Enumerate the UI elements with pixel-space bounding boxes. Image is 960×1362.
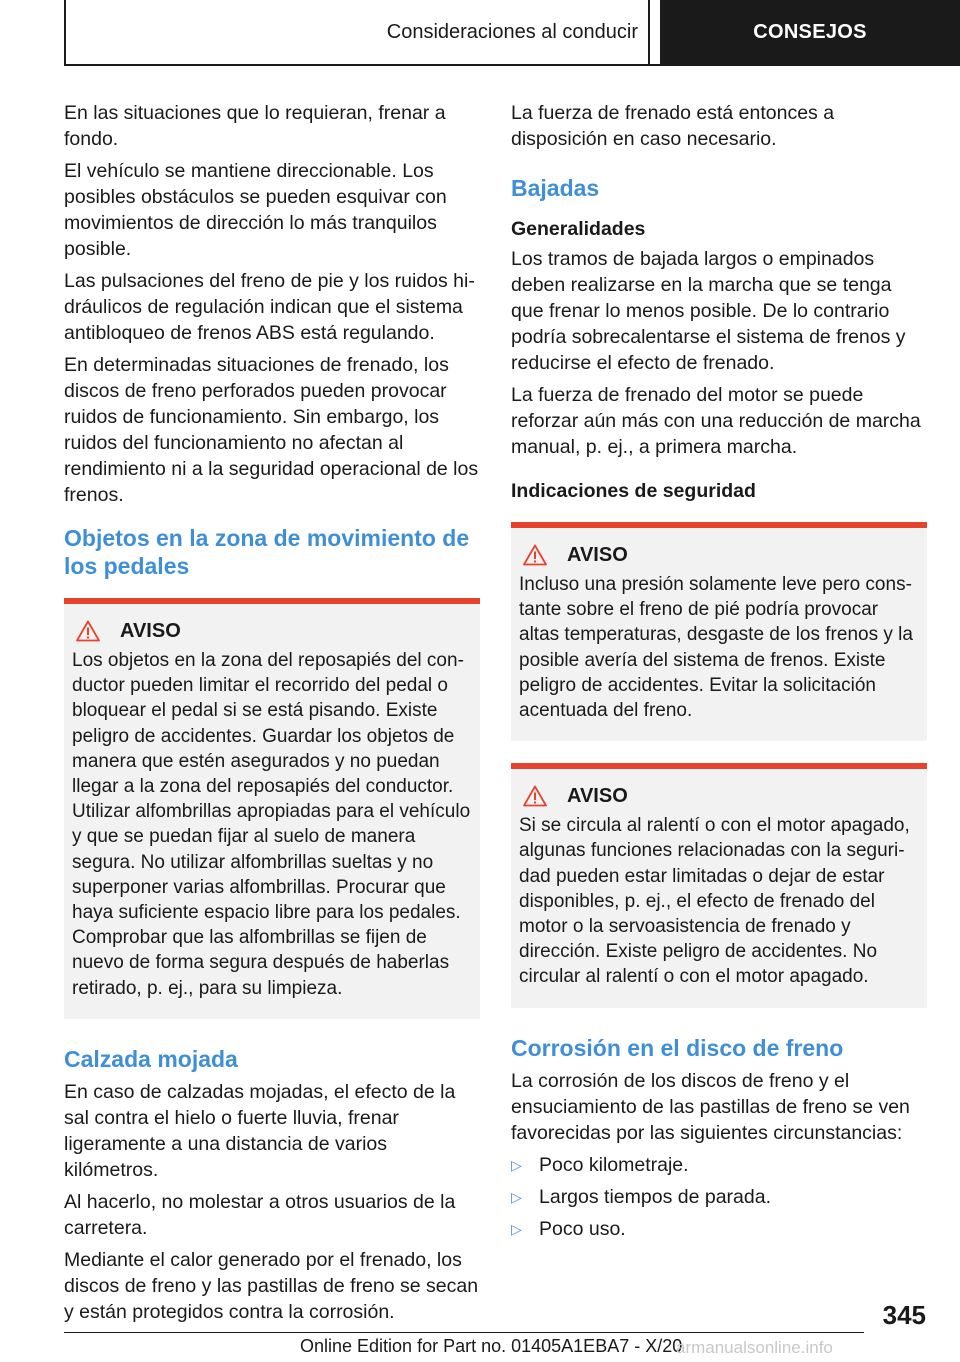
paragraph: La fuerza de frenado está entonces a disposición en caso necesario.	[511, 102, 835, 150]
paragraph: Los tramos de bajada largos o empinados deben realizarse en la marcha que se tenga que frenar lo menos posible. De lo contrario podría sobrecalentarse el sistema de frenos y reducirse el efecto de frenado.	[511, 248, 906, 374]
warning-box	[511, 522, 927, 741]
list-item-text: Poco uso.	[539, 1217, 626, 1240]
page-footer	[0, 1300, 960, 1362]
warning-title	[519, 783, 919, 809]
edition-text: Online Edition for Part no. 01405A1EBA7 - X/20	[300, 1336, 683, 1356]
list-item	[511, 1152, 927, 1178]
heading-bajadas: Bajadas	[511, 175, 600, 201]
heading-calzada-mojada: Calzada mojada	[64, 1045, 238, 1072]
triangle-bullet-icon: ▷	[511, 1188, 522, 1205]
warning-label: AVISO	[120, 620, 181, 642]
subheading-generalidades: Generalidades	[511, 218, 646, 240]
warning-triangle-icon	[523, 544, 547, 566]
list-item	[511, 1216, 927, 1242]
subheading-seguridad: Indicaciones de seguridad	[511, 480, 756, 502]
paragraph: En las situaciones que lo requieran, frenar a fondo.	[64, 102, 446, 150]
warning-triangle-icon	[523, 785, 547, 807]
list-item-text: Poco kilometraje.	[539, 1153, 689, 1176]
list-item-text: Largos tiempos de parada.	[539, 1185, 771, 1208]
list-item	[511, 1184, 927, 1210]
paragraph: Al hacerlo, no molestar a otros usuarios de la carretera.	[64, 1190, 456, 1239]
section-title: Consideraciones al conducir	[386, 20, 638, 43]
paragraph: Mediante el calor generado por el frenado, los discos de freno y las pastillas de freno se secan y están protegidos contra la corrosión.	[64, 1248, 479, 1323]
paragraph: La corrosión de los discos de freno y el ensuciamiento de las pastillas de freno se ven favorecidas por las siguientes circunstancias:	[511, 1069, 910, 1144]
header-divider-mid	[648, 0, 650, 66]
heading-objetos-pedales: Objetos en la zona de movimiento de los pedales	[64, 525, 470, 579]
warning-text: Incluso una presión solamente leve pero constante sobre el freno de pié podría provocar altas temperaturas, desgaste de los frenos y la posible avería del sistema de frenos. Existe peligro de accidentes. Evitar la solicitación acentuada del freno.	[519, 574, 913, 722]
left-column	[64, 100, 480, 1331]
warning-title	[72, 618, 472, 644]
paragraph: El vehículo se mantiene direccionable. Los posibles obstáculos se pueden esquivar con movimientos de dirección lo más tranquilos posible.	[64, 160, 447, 260]
warning-text: Si se circula al ralentí o con el motor apagado, algunas funciones relacionadas con la seguridad pueden estar limitadas o dejar de estar disponibles, p. ej., el efecto de frenado del motor o la servoasistencia de frenado y dirección. Existe peligro de accidentes. No circular al ralentí o con el motor apagado.	[519, 815, 910, 988]
watermark-text: armanualsonline.info	[676, 1338, 833, 1357]
warning-title	[519, 542, 919, 568]
header-rule	[64, 64, 960, 66]
heading-corrosion: Corrosión en el disco de freno	[511, 1034, 844, 1061]
page-number: 345	[882, 1300, 926, 1330]
paragraph: La fuerza de frenado del motor se puede reforzar aún más con una reducción de marcha manual, p. ej., a primera marcha.	[511, 384, 921, 458]
warning-label: AVISO	[567, 544, 628, 566]
footer-rule	[64, 1332, 864, 1333]
warning-label: AVISO	[567, 785, 628, 808]
paragraph: En determinadas situaciones de frenado, los discos de freno perforados pueden provocar ruidos de funcionamiento. Sin embargo, los ruidos del funcionamiento no afectan al rendimiento ni a la seguridad operacional de los frenos.	[64, 354, 479, 506]
warning-box	[511, 763, 927, 1007]
paragraph: En caso de calzadas mojadas, el efecto de la sal contra el hielo o fuerte lluvia, frenar ligeramente a una distancia de varios kilómetros.	[64, 1080, 456, 1181]
warning-triangle-icon	[76, 620, 100, 642]
warning-text: Los objetos en la zona del reposapiés del conductor pueden limitar el recorrido del pedal o bloquear el pedal si se está pisando. Existe peligro de accidentes. Guardar los objetos de manera que estén asegurados y no puedan llegar a la zona del reposapiés del conductor. Utilizar alfombrillas apropiadas para el vehículo y que se puedan fijar al suelo de manera segura. No utilizar alfombrillas sueltas y no superponer varias alfombrillas. Procurar que haya suficiente espacio libre para los pedales. Comprobar que las alfombrillas se fijen de nuevo de forma segura después de haberlas retirado, p. ej., para su limpieza.	[72, 650, 471, 999]
right-column	[511, 100, 927, 1248]
paragraph: Las pulsaciones del freno de pie y los ruidos hidráulicos de regulación indican que el sistema antibloqueo de frenos ABS está regulando.	[64, 270, 475, 344]
chapter-tab: CONSEJOS	[660, 0, 960, 64]
triangle-bullet-icon: ▷	[511, 1156, 522, 1173]
triangle-bullet-icon: ▷	[511, 1220, 522, 1237]
warning-box	[64, 598, 480, 1019]
page-header	[0, 0, 960, 66]
